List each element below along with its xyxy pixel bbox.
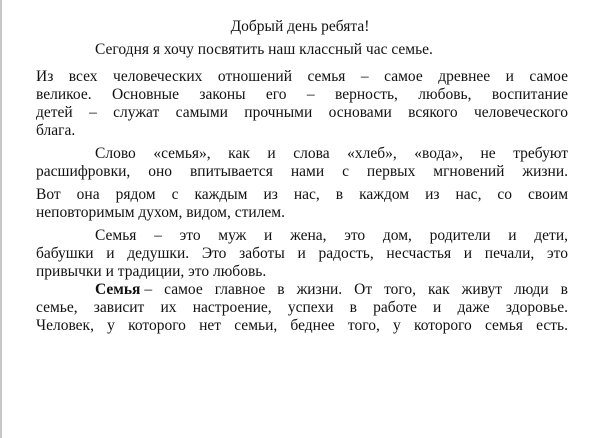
page-left-border [0, 0, 2, 438]
text-line: великое. Основные законы его – верность, любовь, воспитание [36, 86, 568, 103]
bold-word: Семья [95, 281, 141, 298]
document-title: Добрый день ребята! [230, 18, 370, 35]
text-line: Семья – это муж и жена, это дом, родители и дети, [95, 227, 568, 244]
text-line: блага. [36, 122, 76, 139]
text-line: детей – служат самыми прочными основами всякого человеческого [36, 104, 568, 121]
text-line: Человек, у которого нет семьи, беднее того, у которого семья есть. [36, 317, 568, 334]
text-line: неповторимым духом, видом, стилем. [36, 204, 285, 221]
text-line: расшифровки, оно впитывается нами с первых мгновений жизни. [36, 163, 568, 180]
text-line: Из всех человеческих отношений семья – самое древнее и самое [36, 68, 568, 85]
text-line-intro: Сегодня я хочу посвятить наш классный час семье. [95, 41, 433, 58]
text-line: семье, зависит их настроение, успехи в работе и даже здоровье. [36, 299, 568, 316]
text-line-family [95, 281, 568, 299]
text-line: Слово «семья», как и слова «хлеб», «вода», не требуют [95, 145, 568, 162]
text-line: привычки и традиции, это любовь. [36, 263, 267, 280]
text-line: Вот она рядом с каждым из нас, в каждом из нас, со своим [36, 186, 568, 203]
text-line: бабушки и дедушки. Это заботы и радость, несчастья и печали, это [36, 245, 568, 262]
text-line-rest: – самое главное в жизни. От того, как живут люди в [144, 281, 568, 298]
